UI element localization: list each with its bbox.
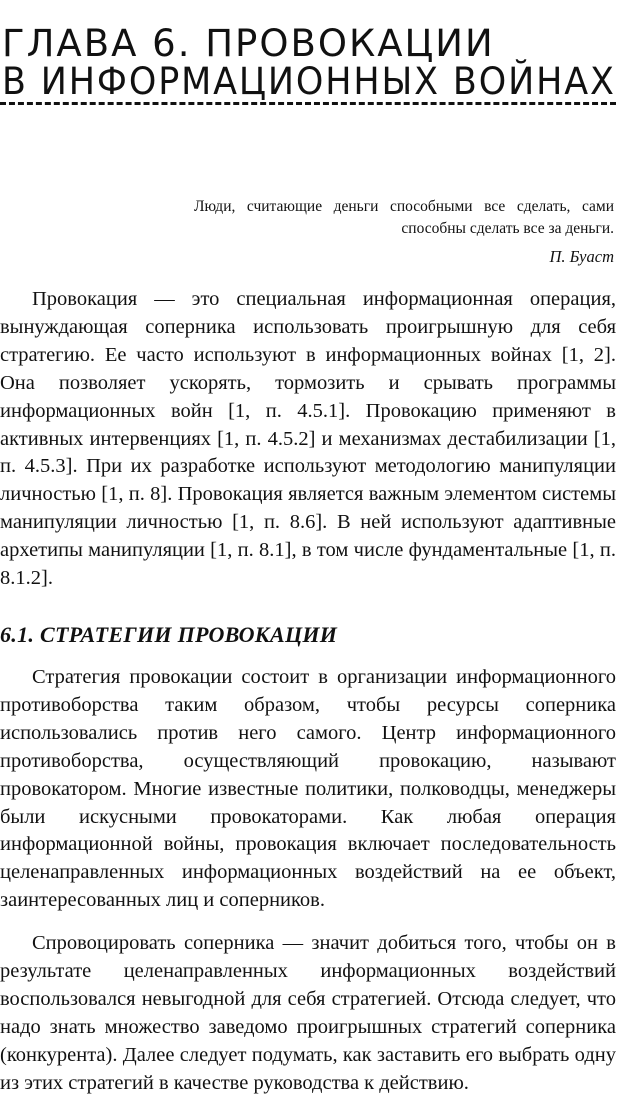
- body-paragraph-1-block: [0, 286, 616, 593]
- body-paragraph: Стратегия провокации состоит в организации информационного противоборства таким образом, чтобы ресурсы соперника использовались против него самого. Центр информационного противоборства, осуществляющий провокацию, называют провокатором. Многие известные политики, полководцы, менеджеры были искусными провокаторами. Как любая операция информационной войны, провокация включает последовательность целенаправленных информационных воздействий на ее объект, заинтересованных лиц и соперников.: [0, 666, 616, 912]
- epigraph: [194, 196, 614, 268]
- epigraph-quote: Люди, считающие деньги способными все сделать, сами способны сделать все за деньги.: [194, 198, 614, 237]
- title-dashed-rule: [0, 102, 616, 105]
- epigraph-author: П. Буаст: [549, 247, 614, 266]
- chapter-title-line-1: ГЛАВА 6. ПРОВОКАЦИИ: [2, 22, 495, 65]
- chapter-title-line-2: В ИНФОРМАЦИОННЫХ ВОЙНАХ: [2, 60, 616, 103]
- body-paragraph: Провокация — это специальная информационная операция, вынуждающая соперника использовать проигрышную для себя стратегию. Ее часто используют в информационных войнах [1, 2]. Она позволяет ускорять, тормозить и срывать программы информационных войн [1, п. 4.5.1]. Провокацию применяют в активных интервенциях [1, п. 4.5.2] и механизмах дестабилизации [1, п. 4.5.3]. При их разработке используют методологию манипуляции личностью [1, п. 8]. Провокация является важным элементом системы манипуляции личностью [1, п. 8.6]. В ней используют адаптивные архетипы манипуляции [1, п. 8.1], в том числе фундаментальные [1, п. 8.1.2].: [0, 288, 616, 590]
- section-heading: 6.1. СТРАТЕГИИ ПРОВОКАЦИИ: [0, 622, 338, 647]
- body-paragraph: Спровоцировать соперника — значит добиться того, чтобы он в результате целенаправленных информационных воздействий воспользовался невыгодной для себя стратегией. Отсюда следует, что надо знать множество заведомо проигрышных стратегий соперника (конкурента). Далее следует подумать, как заставить его выбрать одну из этих стратегий в качестве руководства к действию.: [0, 932, 616, 1094]
- body-paragraph-3-block: [0, 930, 616, 1097]
- body-paragraph-2-block: [0, 664, 616, 915]
